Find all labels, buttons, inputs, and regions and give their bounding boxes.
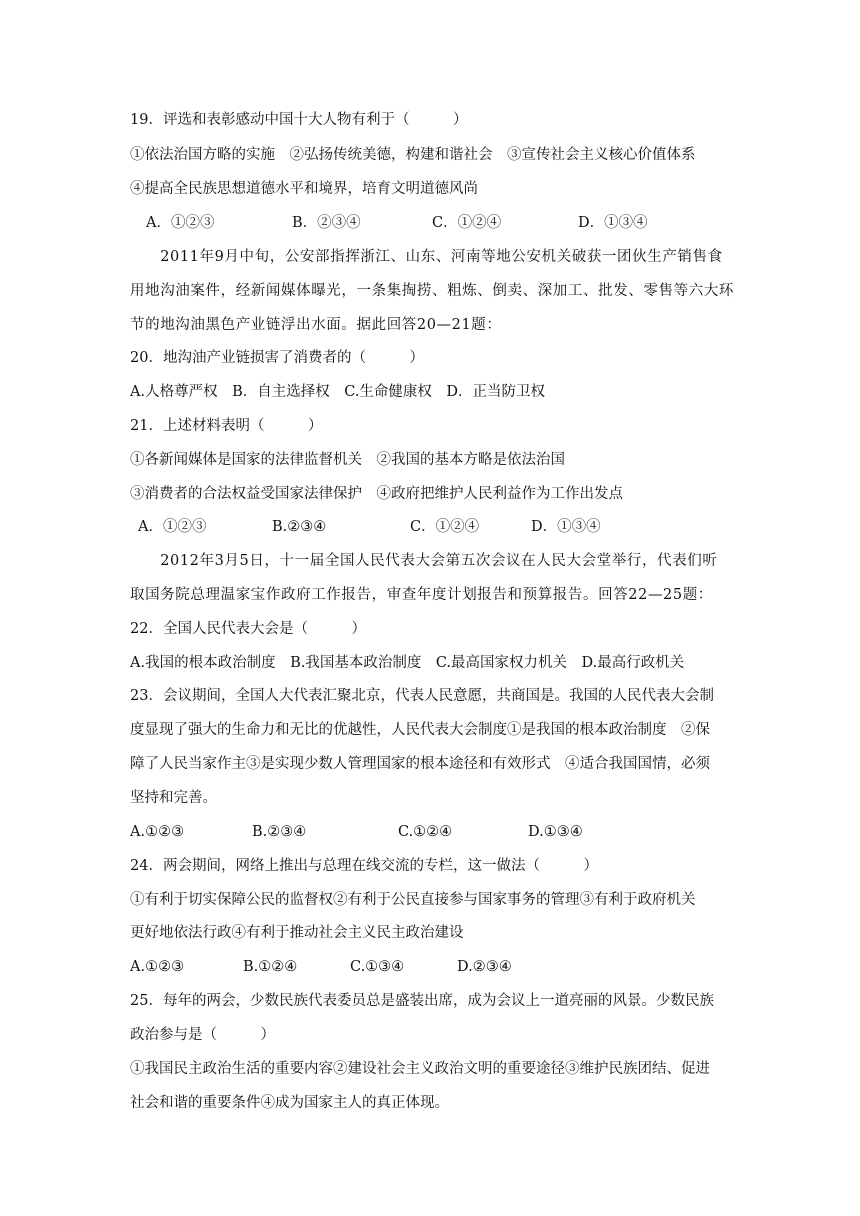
- q19-option-a: A．①②③: [146, 215, 215, 231]
- q24-option-d: D.②③④: [457, 959, 512, 975]
- q21-option-c: C．①②④: [410, 519, 480, 535]
- q23-line-1: 23．会议期间，全国人大代表汇聚北京，代表人民意愿，共商国是。我国的人民代表大会制: [130, 688, 714, 704]
- q25-statement-1: ①我国民主政治生活的重要内容②建设社会主义政治文明的重要途径③维护民族团结、促进: [130, 1061, 710, 1077]
- q25-statement-2: 社会和谐的重要条件④成为国家主人的真正体现。: [130, 1095, 449, 1111]
- q19-statement-1: ①依法治国方略的实施 ②弘扬传统美德，构建和谐社会 ③宣传社会主义核心价值体系: [130, 147, 696, 163]
- q23-line-2: 度显现了强大的生命力和无比的优越性，人民代表大会制度①是我国的根本政治制度 ②保: [130, 722, 710, 738]
- q21-option-d: D．①③④: [531, 519, 601, 535]
- passage1-line-2: 用地沟油案件，经新闻媒体曝光，一条集掏捞、粗炼、倒卖、深加工、批发、零售等六大环: [130, 283, 734, 299]
- q23-option-a: A.①②③: [130, 824, 185, 840]
- q24-option-a: A.①②③: [130, 959, 185, 975]
- q23-option-b: B.②③④: [252, 824, 307, 840]
- q23-option-d: D.①③④: [528, 824, 583, 840]
- q21-stem: 21．上述材料表明（ ）: [130, 418, 323, 434]
- q24-statement-2: 更好地依法行政④有利于推动社会主义民主政治建设: [130, 925, 464, 941]
- passage1-line-3: 节的地沟油黑色产业链浮出水面。据此回答20—21题：: [130, 317, 502, 333]
- q21-option-b: B.②③④: [272, 519, 327, 535]
- q25-line-1: 25．每年的两会，少数民族代表委员总是盛装出席，成为会议上一道亮丽的风景。少数民族: [130, 993, 714, 1009]
- q22-options: A.我国的根本政治制度 B.我国基本政治制度 C.最高国家权力机关 D.最高行政机关: [130, 655, 685, 671]
- q24-option-c: C.①③④: [350, 959, 405, 975]
- q19-statement-2: ④提高全民族思想道德水平和境界，培育文明道德风尚: [130, 181, 478, 197]
- q21-option-a: A．①②③: [138, 519, 207, 535]
- q25-line-2: 政治参与是（ ）: [130, 1027, 275, 1043]
- q24-stem: 24．两会期间，网络上推出与总理在线交流的专栏，这一做法（ ）: [130, 858, 598, 874]
- passage1-line-1: 2011年9月中旬，公安部指挥浙江、山东、河南等地公安机关破获一团伙生产销售食: [130, 249, 723, 265]
- q19-option-b: B．②③④: [292, 215, 361, 231]
- q19-option-d: D．①③④: [578, 215, 648, 231]
- q21-statement-2: ③消费者的合法权益受国家法律保护 ④政府把维护人民利益作为工作出发点: [130, 486, 623, 502]
- q24-option-b: B.①②④: [243, 959, 298, 975]
- q23-line-3: 障了人民当家作主③是实现少数人管理国家的根本途径和有效形式 ④适合我国国情，必须: [130, 756, 710, 772]
- q23-option-c: C.①②④: [398, 824, 453, 840]
- q20-stem: 20．地沟油产业链损害了消费者的（ ）: [130, 350, 424, 366]
- q21-statement-1: ①各新闻媒体是国家的法律监督机关 ②我国的基本方略是依法治国: [130, 452, 565, 468]
- passage2-line-2: 取国务院总理温家宝作政府工作报告，审查年度计划报告和预算报告。回答22—25题：: [130, 587, 713, 603]
- q23-line-4: 坚持和完善。: [130, 790, 217, 806]
- q19-option-c: C．①②④: [432, 215, 502, 231]
- q20-options: A.人格尊严权 B．自主选择权 C.生命健康权 D．正当防卫权: [130, 384, 546, 400]
- q19-stem: 19．评选和表彰感动中国十大人物有利于（ ）: [130, 112, 468, 128]
- q24-statement-1: ①有利于切实保障公民的监督权②有利于公民直接参与国家事务的管理③有利于政府机关: [130, 892, 696, 908]
- passage2-line-1: 2012年3月5日，十一届全国人民代表大会第五次会议在人民大会堂举行，代表们听: [130, 553, 718, 569]
- q22-stem: 22．全国人民代表大会是（ ）: [130, 621, 366, 637]
